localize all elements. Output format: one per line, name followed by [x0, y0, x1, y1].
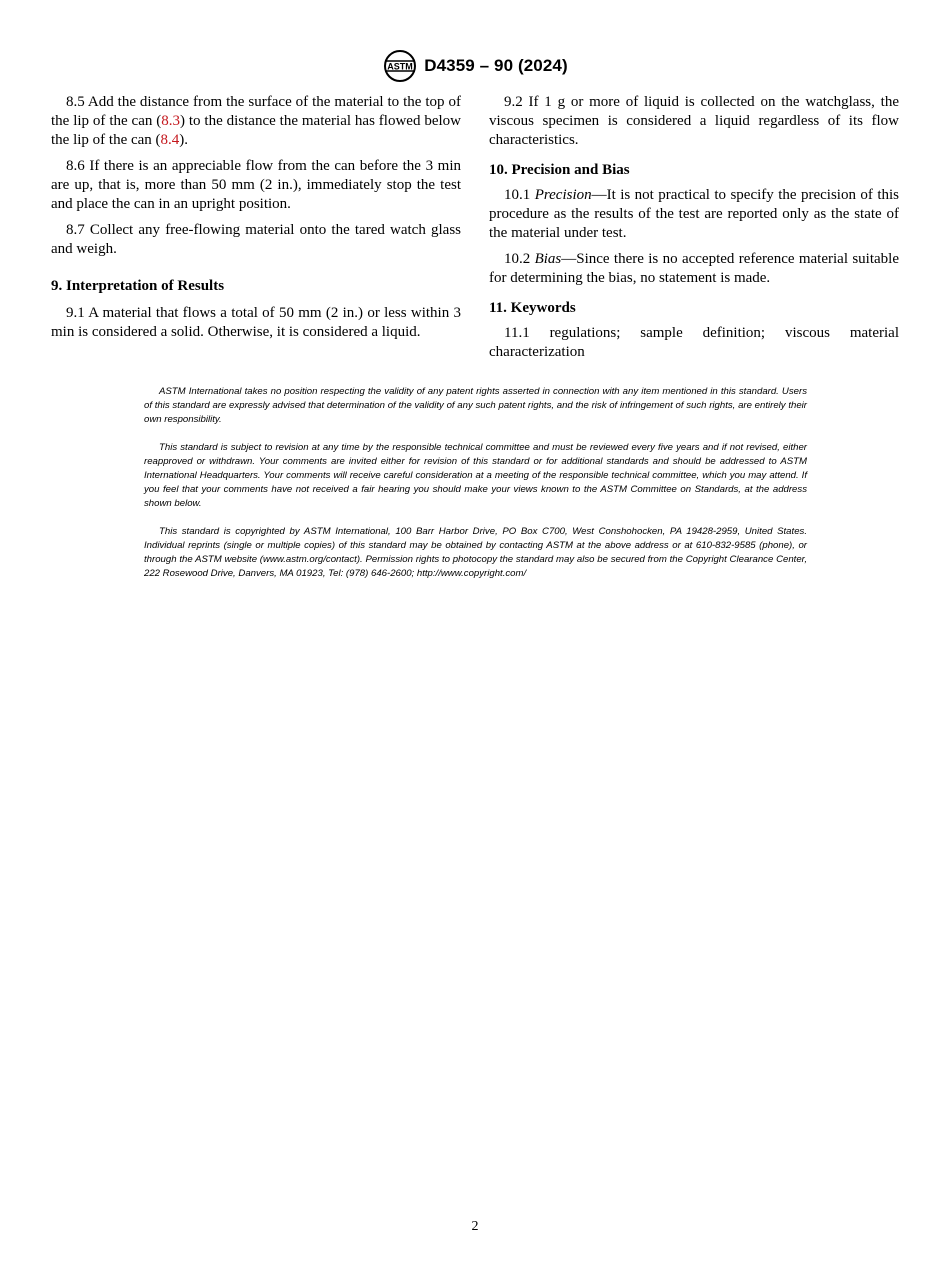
standard-designation: D4359 – 90 (2024) [424, 56, 568, 75]
paragraph-10-1: 10.1 Precision—It is not practical to specify the precision of this procedure as the results of the test are reported only as the state of the material under test. [489, 187, 900, 241]
paragraph-8-5: 8.5 Add the distance from the surface of the material to the top of the lip of the can (8.3) to the distance the material has flowed below the lip of the can (8.4). [51, 94, 461, 148]
page-number: 2 [471, 1219, 479, 1234]
paragraph-8-6: 8.6 If there is an appreciable flow from the can before the 3 min are up, that is, more than 50 mm (2 in.), immediately stop the test and place the can in an upright position. [51, 158, 461, 212]
right-column [489, 93, 899, 369]
paragraph-9-2: 9.2 If 1 g or more of liquid is collected on the watchglass, the viscous specimen is considered a liquid regardless of its flow characteristics. [489, 94, 899, 148]
paragraph-9-1: 9.1 A material that flows a total of 50 mm (2 in.) or less within 3 min is considered a solid. Otherwise, it is considered a liquid. [51, 305, 461, 340]
notice-revision: This standard is subject to revision at any time by the responsible technical committee and must be reviewed every five years and if not revised, either reapproved or withdrawn. Your comments are invited either for revision of this standard or for additional standards and should be addressed to ASTM International Headquarters. Your comments will receive careful consideration at a meeting of the responsible technical committee, which you may attend. If you feel that your comments have not received a fair hearing you should make your views known to the ASTM Committee on Standards, at the address shown below. [144, 442, 807, 509]
paragraph-8-7: 8.7 Collect any free-flowing material onto the tared watch glass and weigh. [51, 222, 461, 257]
section-heading-10: 10. Precision and Bias [489, 162, 630, 178]
left-column [51, 93, 461, 349]
astm-logo-icon [382, 48, 418, 84]
notice-copyright: This standard is copyrighted by ASTM International, 100 Barr Harbor Drive, PO Box C700, West Conshohocken, PA 19428-2959, United States. Individual reprints (single or multiple copies) of this standard may be obtained by contacting ASTM at the above address or at 610-832-9585 (phone), or through the ASTM website (www.astm.org/contact). Permission rights to photocopy the standard may also be secured from the Copyright Clearance Center, 222 Rosewood Drive, Danvers, MA 01923, Tel: (978) 646-2600; http://www.copyright.com/ [144, 526, 807, 579]
term-bias: Bias [534, 251, 562, 267]
ref-link-8-4[interactable]: 8.4 [160, 132, 180, 148]
section-heading-9: 9. Interpretation of Results [51, 278, 225, 294]
paragraph-11-1: 11.1 regulations; sample definition; viscous material characterization [489, 325, 899, 360]
section-heading-11: 11. Keywords [489, 300, 576, 316]
legal-notices [144, 385, 807, 596]
notice-patent-rights: ASTM International takes no position respecting the validity of any patent rights asserted in connection with any item mentioned in this standard. Users of this standard are expressly advised that determination of the validity of any such patent rights, and the risk of infringement of such rights, are entirely their own responsibility. [144, 386, 807, 425]
ref-link-8-3[interactable]: 8.3 [161, 113, 180, 129]
term-precision: Precision [534, 187, 592, 203]
page-header [0, 48, 950, 84]
paragraph-10-2: 10.2 Bias—Since there is no accepted reference material suitable for determining the bias, no statement is made. [489, 251, 899, 286]
svg-text:ASTM: ASTM [387, 61, 413, 72]
